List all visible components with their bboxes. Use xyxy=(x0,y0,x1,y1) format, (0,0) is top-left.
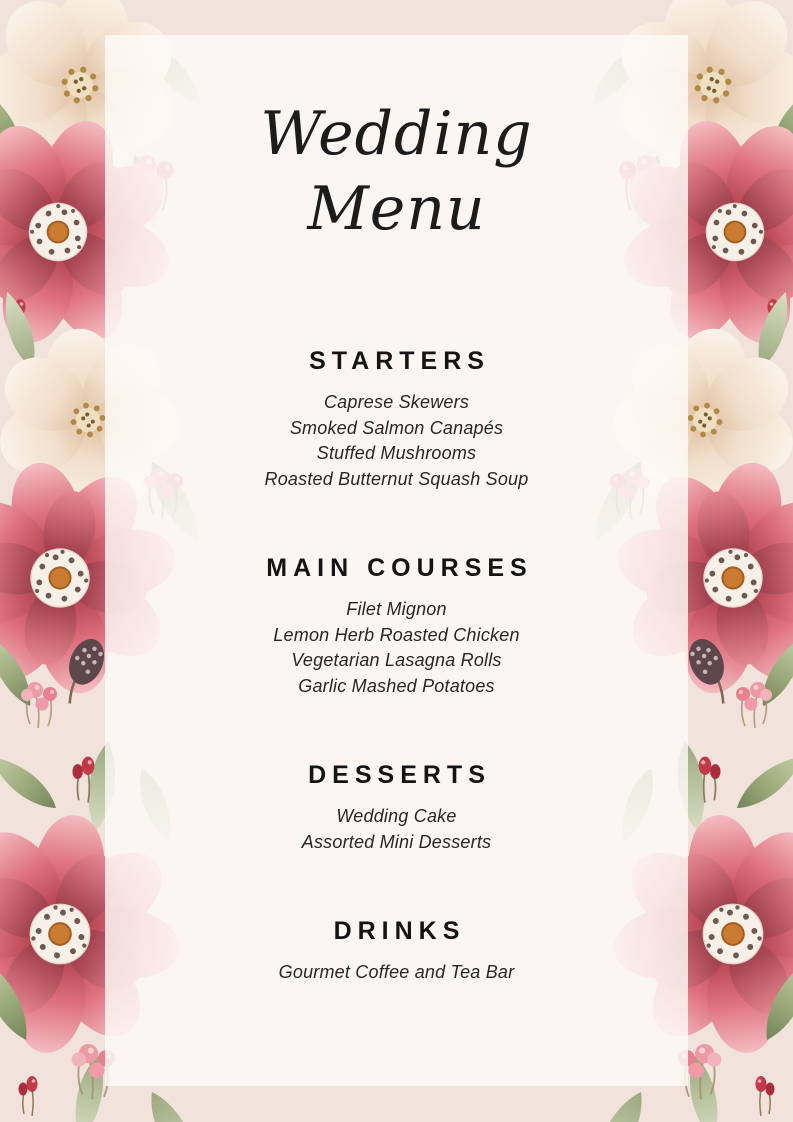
section-items xyxy=(105,597,688,699)
menu-item: Gourmet Coffee and Tea Bar xyxy=(278,962,515,982)
menu-item: Garlic Mashed Potatoes xyxy=(298,675,495,696)
section-heading: STARTERS xyxy=(309,347,490,375)
section-heading: MAIN COURSES xyxy=(266,554,533,582)
section-main-courses xyxy=(105,554,688,699)
section-drinks xyxy=(105,917,688,986)
menu-item: Roasted Butternut Squash Soup xyxy=(264,468,529,489)
section-starters xyxy=(105,347,688,492)
menu-title-line1: Wedding xyxy=(260,99,533,169)
menu-item: Caprese Skewers xyxy=(323,392,470,412)
menu-item: Lemon Herb Roasted Chicken xyxy=(273,624,520,645)
section-heading: DRINKS xyxy=(333,917,466,945)
section-desserts xyxy=(105,761,688,855)
menu-title xyxy=(105,35,688,247)
menu-item: Assorted Mini Desserts xyxy=(301,831,492,852)
section-items xyxy=(105,390,688,492)
menu-content xyxy=(105,35,688,1086)
menu-item: Wedding Cake xyxy=(336,806,457,826)
menu-title-line2: Menu xyxy=(307,174,486,244)
menu-item: Filet Mignon xyxy=(346,599,447,619)
section-items xyxy=(105,960,688,986)
section-heading: DESSERTS xyxy=(308,761,491,789)
menu-item: Stuffed Mushrooms xyxy=(316,443,477,463)
section-items xyxy=(105,804,688,855)
menu-item: Smoked Salmon Canapés xyxy=(289,417,504,438)
menu-item: Vegetarian Lasagna Rolls xyxy=(291,650,502,670)
